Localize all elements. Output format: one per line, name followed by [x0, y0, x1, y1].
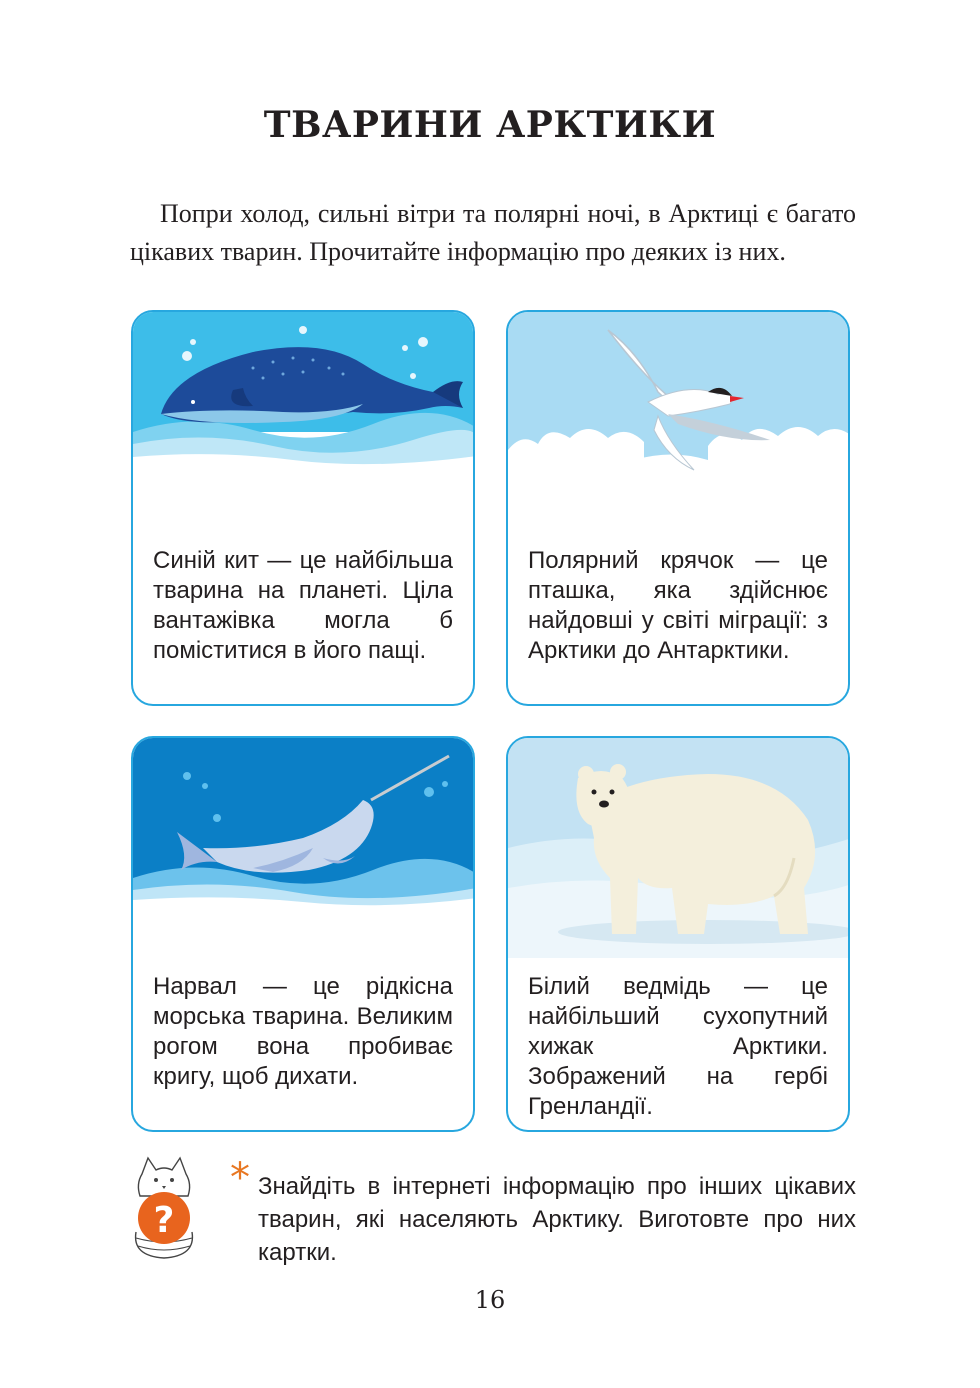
svg-text:?: ? [153, 1200, 175, 1241]
card-blue-whale [131, 310, 475, 706]
card-narwhal [131, 736, 475, 1132]
card-text: Білий ведмідь — це найбільший сухопутний хижак Арктики. Зображений на гербі Гренландії. [528, 973, 828, 1120]
narwhal-illustration [133, 738, 475, 908]
task-text: Знайдіть в інтернеті інформацію про інших цікавих тварин, які населяють Арктику. Виготовте про них картки. [258, 1173, 856, 1266]
polar-bear-illustration [508, 738, 850, 958]
cat-question-icon [126, 1152, 202, 1262]
card-text: Полярний крячок — це пташка, яка здійснює найдовші у світі міграції: з Арктики до Антарктики. [528, 547, 828, 664]
task-marker: * [230, 1155, 250, 1201]
card-arctic-tern [506, 310, 850, 706]
arctic-tern-illustration [508, 312, 850, 482]
page-title: ТВАРИНИ АРКТИКИ [263, 104, 717, 146]
blue-whale-illustration [133, 312, 475, 482]
card-text: Синій кит — це найбільша тварина на планеті. Ціла вантажівка могла б поміститися в його пащі. [153, 547, 453, 664]
page-number: 16 [474, 1286, 506, 1314]
card-polar-bear [506, 736, 850, 1132]
card-text: Нарвал — це рідкісна морська тварина. Великим рогом вона пробиває кригу, щоб дихати. [153, 973, 453, 1090]
intro-paragraph: Попри холод, сильні вітри та полярні ночі, в Арктиці є багато цікавих тварин. Прочитайте інформацію про деяких із них. [130, 199, 856, 266]
